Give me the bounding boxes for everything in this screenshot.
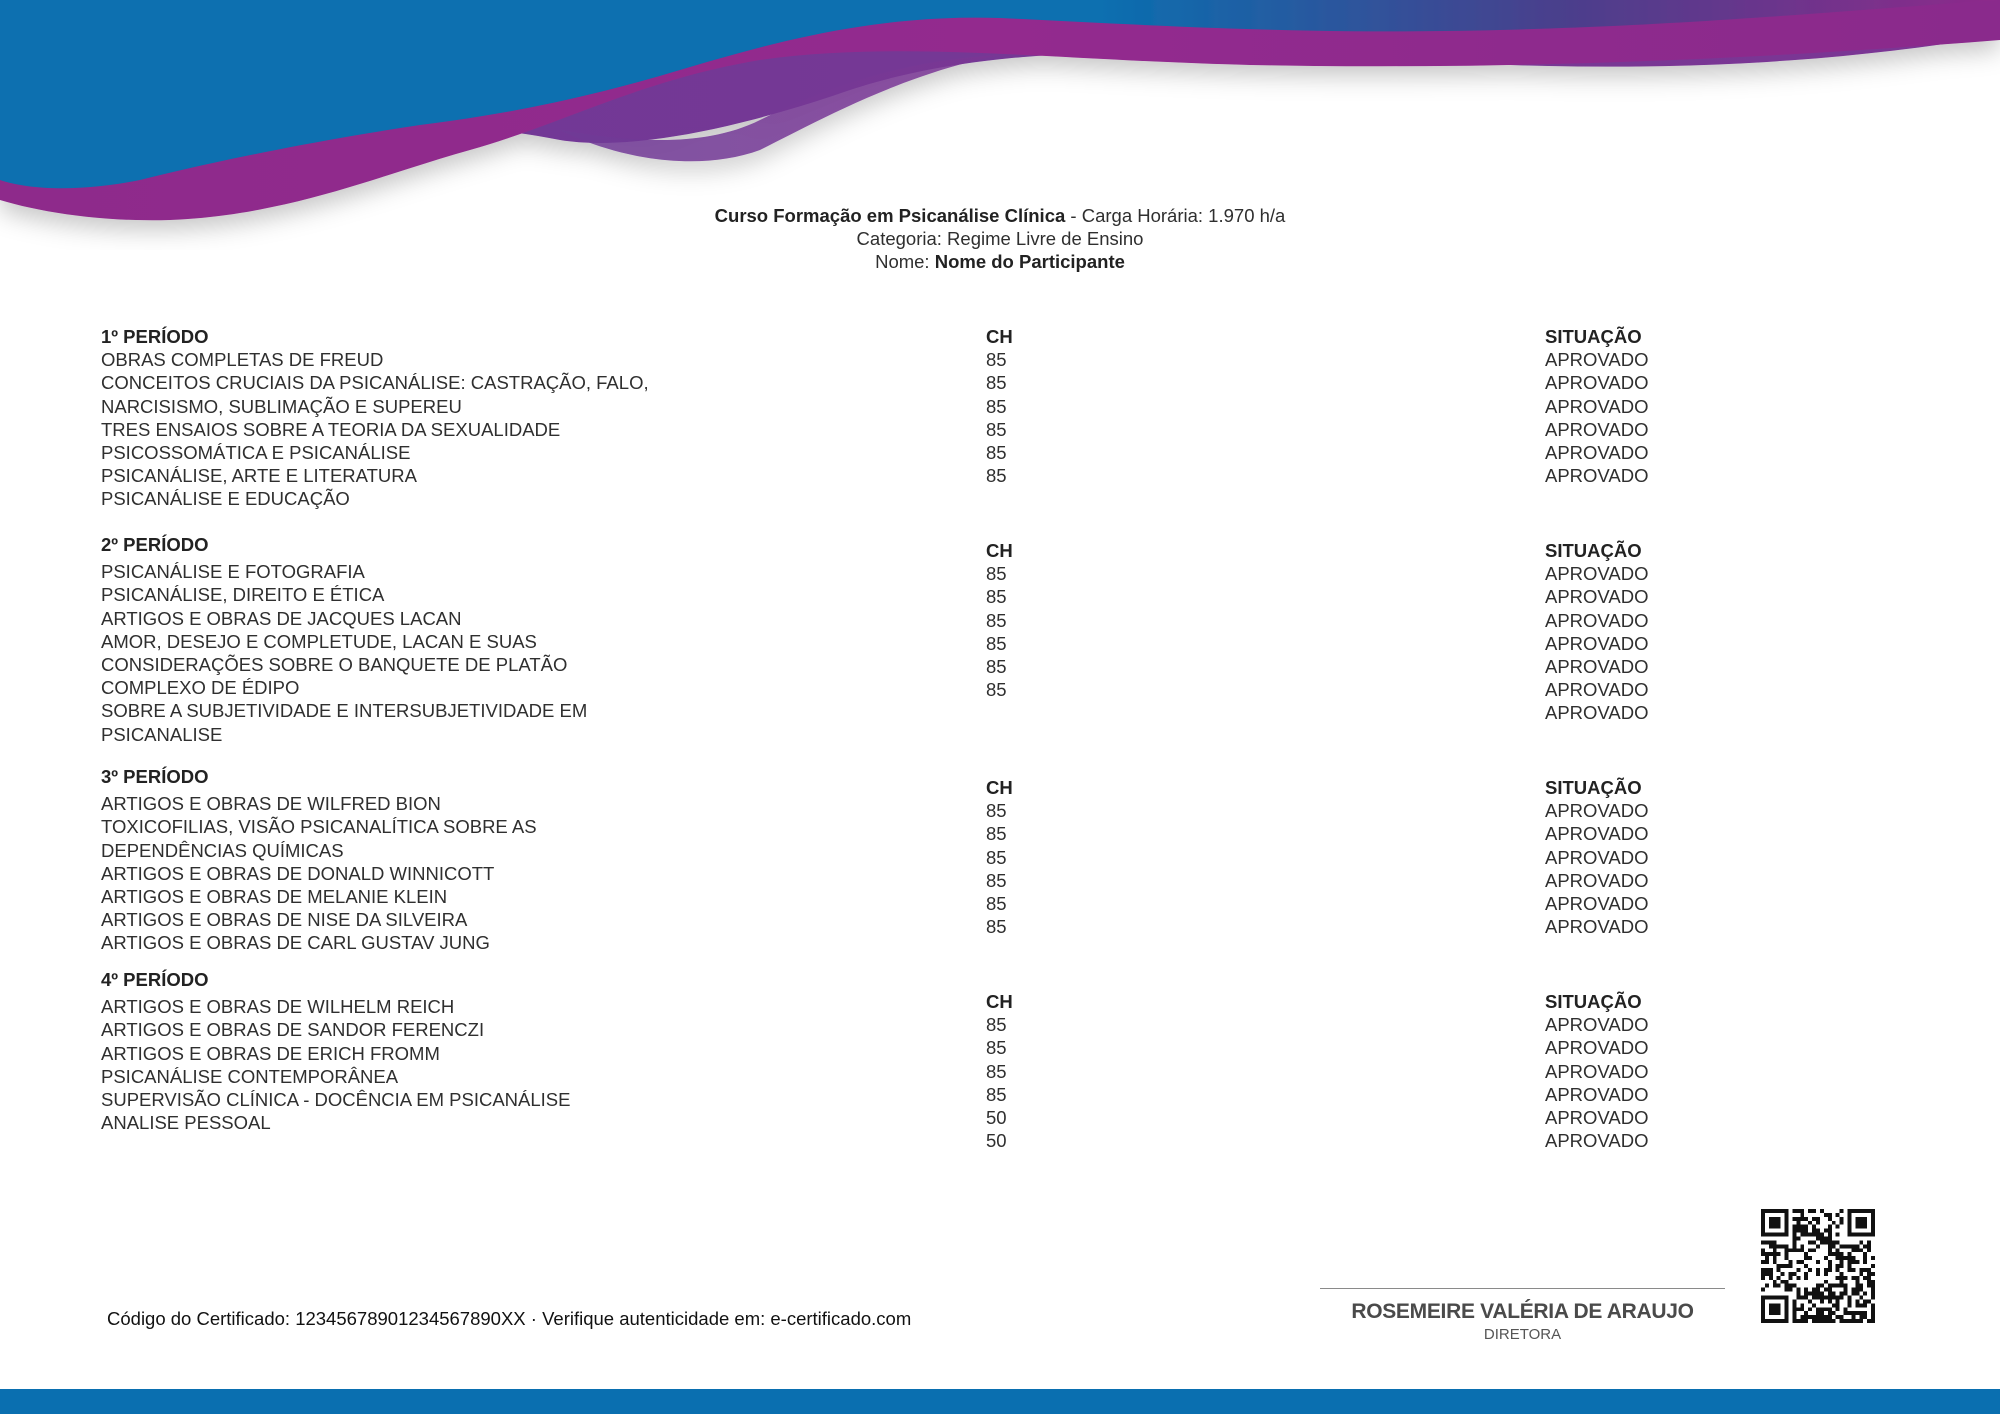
- status-value: APROVADO: [1545, 800, 1649, 822]
- ch-value: 85: [986, 395, 1007, 417]
- ch-value: 50: [986, 1130, 1007, 1152]
- course-name: Curso Formação em Psicanálise Clínica: [714, 205, 1066, 226]
- subject-row: PSICANALISE: [101, 723, 223, 745]
- subject-row: PSICANÁLISE E FOTOGRAFIA: [101, 561, 365, 583]
- subjects-column: [101, 968, 721, 1134]
- ch-value: 85: [986, 349, 1007, 371]
- ch-value: 85: [986, 800, 1007, 822]
- subject-row: PSICANÁLISE, DIREITO E ÉTICA: [101, 584, 385, 606]
- ch-value: 85: [986, 442, 1007, 464]
- ch-value: 85: [986, 609, 1007, 631]
- status-column: [1545, 990, 1745, 1152]
- status-value: APROVADO: [1545, 679, 1649, 701]
- status-value: APROVADO: [1545, 916, 1649, 938]
- period-title: 2º PERÍODO: [101, 534, 209, 555]
- subject-row: COMPLEXO DE ÉDIPO: [101, 677, 300, 699]
- subject-row: ARTIGOS E OBRAS DE MELANIE KLEIN: [101, 886, 448, 908]
- status-value: APROVADO: [1545, 846, 1649, 868]
- subject-row: ARTIGOS E OBRAS DE DONALD WINNICOTT: [101, 862, 495, 884]
- status-value: APROVADO: [1545, 372, 1649, 394]
- ch-header: CH: [986, 991, 1013, 1012]
- subject-row: ARTIGOS E OBRAS DE ERICH FROMM: [101, 1042, 440, 1064]
- subjects-column: [101, 765, 721, 955]
- status-value: APROVADO: [1545, 656, 1649, 678]
- subject-row: AMOR, DESEJO E COMPLETUDE, LACAN E SUAS: [101, 630, 537, 652]
- signatory-role: DIRETORA: [1483, 1326, 1562, 1343]
- subject-row: OBRAS COMPLETAS DE FREUD: [101, 349, 384, 371]
- subject-row: TRES ENSAIOS SOBRE A TEORIA DA SEXUALIDADE: [101, 418, 561, 440]
- status-column: [1545, 776, 1745, 938]
- certificate-header: [0, 204, 2000, 273]
- ch-header: CH: [986, 326, 1013, 347]
- status-value: APROVADO: [1545, 586, 1649, 608]
- subjects-column: [101, 325, 721, 511]
- subject-row: ANALISE PESSOAL: [101, 1112, 271, 1134]
- subject-row: PSICANÁLISE E EDUCAÇÃO: [101, 488, 350, 510]
- course-line: [0, 204, 2000, 227]
- subject-row: ARTIGOS E OBRAS DE WILFRED BION: [101, 793, 441, 815]
- ch-value: 85: [986, 679, 1007, 701]
- status-value: APROVADO: [1545, 1014, 1649, 1036]
- ch-header: CH: [986, 777, 1013, 798]
- subject-row: TOXICOFILIAS, VISÃO PSICANALÍTICA SOBRE AS: [101, 816, 537, 838]
- ch-column: [986, 325, 1106, 487]
- status-value: APROVADO: [1545, 418, 1649, 440]
- status-value: APROVADO: [1545, 1037, 1649, 1059]
- status-value: APROVADO: [1545, 1130, 1649, 1152]
- status-header: SITUAÇÃO: [1545, 326, 1642, 347]
- subject-row: PSICANÁLISE, ARTE E LITERATURA: [101, 465, 417, 487]
- ch-value: 85: [986, 823, 1007, 845]
- ch-value: 85: [986, 563, 1007, 585]
- subject-row: CONCEITOS CRUCIAIS DA PSICANÁLISE: CASTRAÇÃO, FALO,: [101, 372, 649, 394]
- status-value: APROVADO: [1545, 465, 1649, 487]
- subject-row: ARTIGOS E OBRAS DE JACQUES LACAN: [101, 607, 462, 629]
- status-value: APROVADO: [1545, 632, 1649, 654]
- ch-value: 85: [986, 656, 1007, 678]
- ch-value: 85: [986, 1037, 1007, 1059]
- status-header: SITUAÇÃO: [1545, 777, 1642, 798]
- ch-value: 85: [986, 1083, 1007, 1105]
- status-column: [1545, 325, 1745, 487]
- footer-bar: [0, 1389, 2000, 1414]
- period-title: 3º PERÍODO: [101, 766, 209, 787]
- ch-value: 85: [986, 418, 1007, 440]
- status-value: APROVADO: [1545, 1083, 1649, 1105]
- subject-row: ARTIGOS E OBRAS DE CARL GUSTAV JUNG: [101, 932, 490, 954]
- status-value: APROVADO: [1545, 702, 1649, 724]
- participant-line: [0, 250, 2000, 273]
- ch-value: 85: [986, 869, 1007, 891]
- status-header: SITUAÇÃO: [1545, 540, 1642, 561]
- status-value: APROVADO: [1545, 609, 1649, 631]
- course-workload: - Carga Horária: 1.970 h/a: [1065, 205, 1286, 226]
- ch-value: 85: [986, 632, 1007, 654]
- status-value: APROVADO: [1545, 893, 1649, 915]
- ch-column: [986, 990, 1106, 1152]
- ch-value: 85: [986, 846, 1007, 868]
- subject-row: ARTIGOS E OBRAS DE WILHELM REICH: [101, 996, 455, 1018]
- certificate-code: Código do Certificado: 12345678901234567890XX · Verifique autenticidade em: e-certificado.com: [107, 1308, 912, 1329]
- ch-value: 85: [986, 1014, 1007, 1036]
- course-category: Categoria: Regime Livre de Ensino: [856, 228, 1144, 249]
- period-title: 1º PERÍODO: [101, 326, 209, 347]
- status-value: APROVADO: [1545, 395, 1649, 417]
- subject-row: SOBRE A SUBJETIVIDADE E INTERSUBJETIVIDADE EM: [101, 700, 588, 722]
- ch-column: [986, 776, 1106, 938]
- status-value: APROVADO: [1545, 869, 1649, 891]
- subject-row: PSICOSSOMÁTICA E PSICANÁLISE: [101, 442, 411, 464]
- qr-code-icon: [1761, 1209, 1875, 1323]
- status-value: APROVADO: [1545, 1107, 1649, 1129]
- ch-value: 85: [986, 916, 1007, 938]
- subject-row: SUPERVISÃO CLÍNICA - DOCÊNCIA EM PSICANÁLISE: [101, 1089, 571, 1111]
- status-value: APROVADO: [1545, 1060, 1649, 1082]
- status-value: APROVADO: [1545, 442, 1649, 464]
- status-header: SITUAÇÃO: [1545, 991, 1642, 1012]
- signature-line: [1320, 1288, 1725, 1289]
- ch-value: 85: [986, 1060, 1007, 1082]
- status-value: APROVADO: [1545, 349, 1649, 371]
- subject-row: NARCISISMO, SUBLIMAÇÃO E SUPEREU: [101, 395, 462, 417]
- status-column: [1545, 539, 1745, 725]
- ch-header: CH: [986, 540, 1013, 561]
- ch-column: [986, 539, 1106, 701]
- ch-value: 85: [986, 465, 1007, 487]
- participant-name: Nome do Participante: [934, 251, 1125, 272]
- participant-label: Nome:: [875, 251, 935, 272]
- subjects-column: [101, 533, 721, 746]
- ch-value: 85: [986, 372, 1007, 394]
- subject-row: DEPENDÊNCIAS QUÍMICAS: [101, 839, 344, 861]
- subject-row: ARTIGOS E OBRAS DE NISE DA SILVEIRA: [101, 909, 468, 931]
- ch-value: 50: [986, 1107, 1007, 1129]
- status-value: APROVADO: [1545, 823, 1649, 845]
- ch-value: 85: [986, 893, 1007, 915]
- status-value: APROVADO: [1545, 563, 1649, 585]
- signatory-name: ROSEMEIRE VALÉRIA DE ARAUJO: [1351, 1300, 1694, 1323]
- ch-value: 85: [986, 586, 1007, 608]
- subject-row: PSICANÁLISE CONTEMPORÂNEA: [101, 1065, 399, 1087]
- subject-row: ARTIGOS E OBRAS DE SANDOR FERENCZI: [101, 1019, 485, 1041]
- subject-row: CONSIDERAÇÕES SOBRE O BANQUETE DE PLATÃO: [101, 654, 568, 676]
- period-title: 4º PERÍODO: [101, 969, 209, 990]
